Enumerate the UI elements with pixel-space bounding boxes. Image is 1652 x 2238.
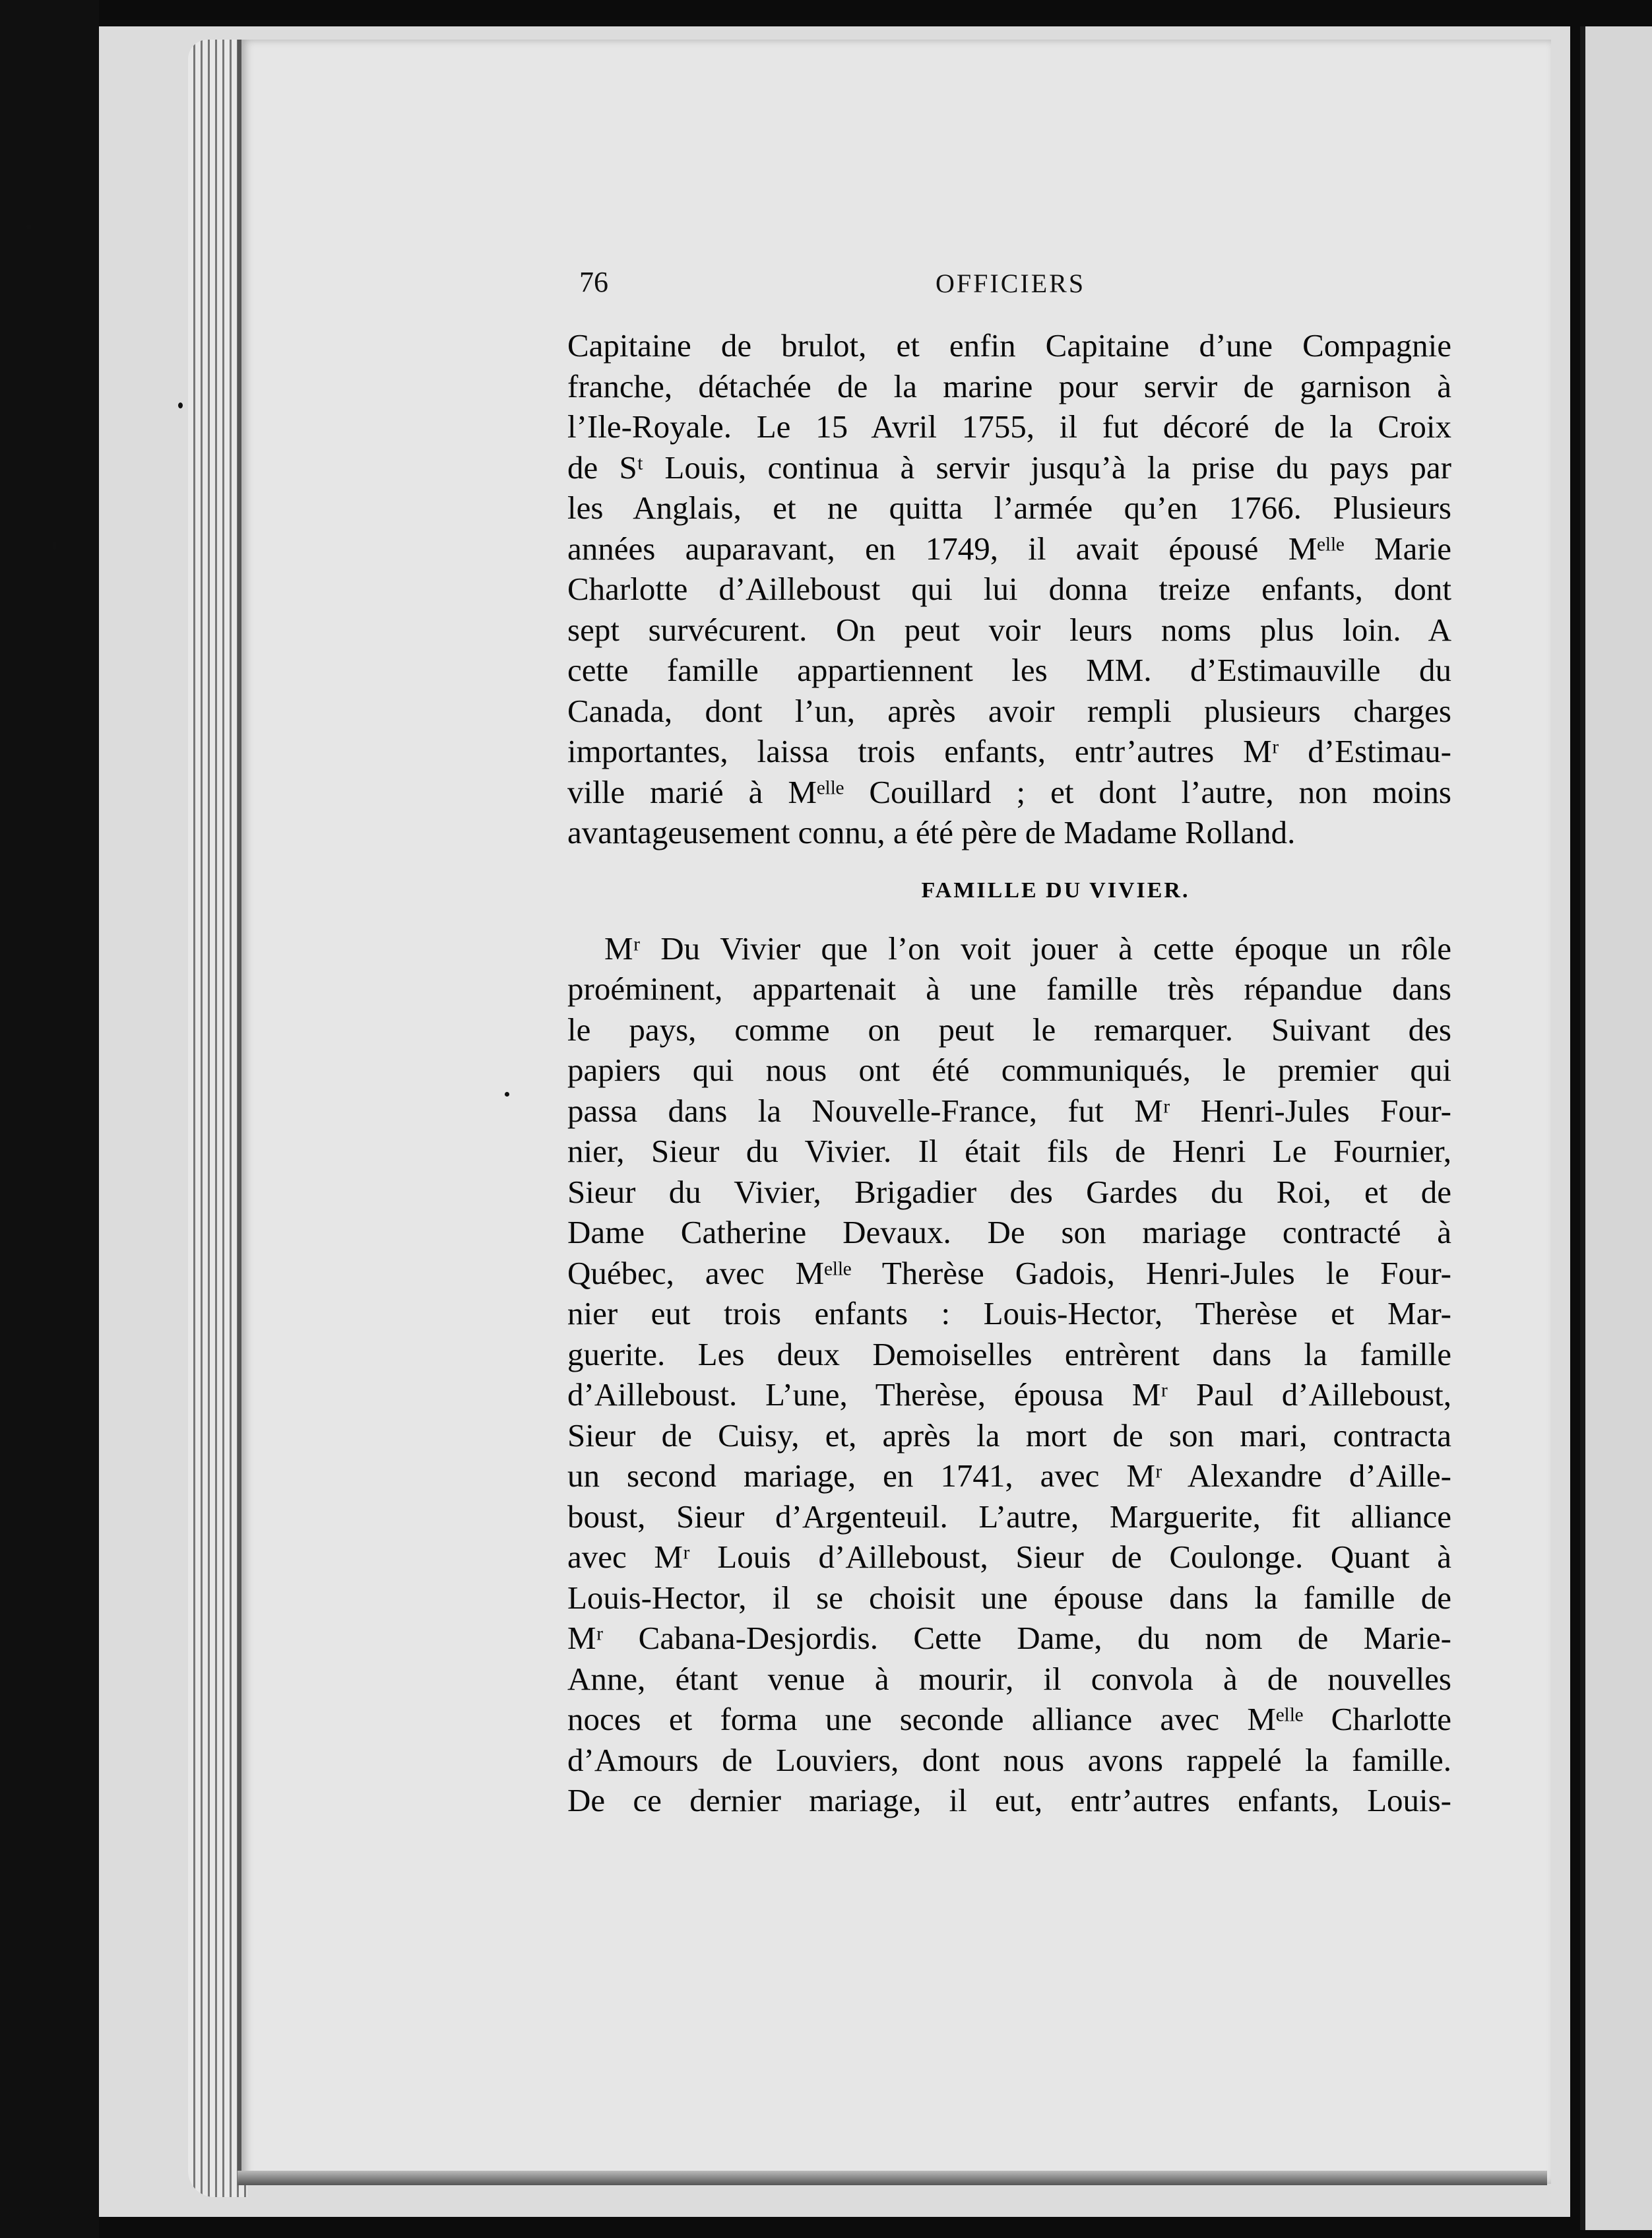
text-line: Capitaine de brulot, et enfin Capitaine d’une Compagnie — [567, 327, 1451, 364]
page-bottom-shadow — [238, 2171, 1547, 2185]
body-text — [567, 325, 1451, 1821]
scan-backdrop — [0, 0, 99, 2238]
text-line: de Sᵗ Louis, continua à servir jusqu’à la prise du pays par — [567, 449, 1451, 486]
running-head — [579, 265, 1463, 311]
text-line: d’Amours de Louviers, dont nous avons rappelé la famille. — [567, 1741, 1451, 1778]
page-number: 76 — [579, 266, 608, 298]
running-title: OFFICIERS — [936, 269, 1086, 298]
text-line: nier eut trois enfants : Louis-Hector, Therèse et Mar- — [567, 1295, 1451, 1331]
scan-speck — [505, 1092, 509, 1097]
text-line: ville marié à Mᵉˡˡᵉ Couillard ; et dont l’autre, non moins — [567, 773, 1451, 810]
text-line: le pays, comme on peut le remarquer. Suivant des — [567, 1011, 1451, 1048]
text-line: avantageusement connu, a été père de Madame Rolland. — [567, 814, 1296, 850]
text-line: Mʳ Du Vivier que l’on voit jouer à cette époque un rôle — [604, 930, 1451, 967]
text-line: un second mariage, en 1741, avec Mʳ Alexandre d’Aille- — [567, 1457, 1451, 1494]
text-line: De ce dernier mariage, il eut, entr’autres enfants, Louis- — [567, 1782, 1451, 1818]
text-line: Dame Catherine Devaux. De son mariage contracté à — [567, 1214, 1451, 1250]
text-line: Canada, dont l’un, après avoir rempli plusieurs charges — [567, 692, 1451, 729]
scan-speck — [178, 402, 183, 408]
text-line: franche, détachée de la marine pour servir de garnison à — [567, 368, 1451, 404]
text-line: Charlotte d’Ailleboust qui lui donna treize enfants, dont — [567, 571, 1451, 607]
text-line: l’Ile-Royale. Le 15 Avril 1755, il fut décoré de la Croix — [567, 408, 1451, 445]
text-line: Sieur du Vivier, Brigadier des Gardes du Roi, et de — [567, 1173, 1451, 1210]
text-line: Sieur de Cuisy, et, après la mort de son mari, contracta — [567, 1417, 1451, 1454]
paragraph-continuation — [567, 325, 1451, 853]
text-line: années auparavant, en 1749, il avait épousé Mᵉˡˡᵉ Marie — [567, 530, 1451, 567]
text-line: passa dans la Nouvelle-France, fut Mʳ Henri-Jules Four- — [567, 1092, 1451, 1129]
scan-speck — [26, 224, 32, 230]
facing-page-strip — [1580, 26, 1652, 2230]
text-line: proéminent, appartenait à une famille très répandue dans — [567, 971, 1451, 1007]
text-line: boust, Sieur d’Argenteuil. L’autre, Marguerite, fit alliance — [567, 1498, 1451, 1535]
text-line: nier, Sieur du Vivier. Il était fils de Henri Le Fournier, — [567, 1133, 1451, 1169]
text-line: sept survécurent. On peut voir leurs noms plus loin. A — [567, 611, 1451, 648]
section-heading: FAMILLE DU VIVIER. — [921, 878, 1190, 903]
text-line: Mʳ Cabana-Desjordis. Cette Dame, du nom de Marie- — [567, 1620, 1451, 1656]
text-line: importantes, laissa trois enfants, entr’autres Mʳ d’Estimau- — [567, 733, 1451, 769]
text-line: Louis-Hector, il se choisit une épouse dans la famille de — [567, 1579, 1451, 1616]
text-line: guerite. Les deux Demoiselles entrèrent dans la famille — [567, 1335, 1451, 1372]
text-line: noces et forma une seconde alliance avec Mᵉˡˡᵉ Charlotte — [567, 1701, 1451, 1737]
scan-speck — [53, 541, 57, 550]
paragraph-du-vivier — [567, 928, 1451, 1821]
text-line: papiers qui nous ont été communiqués, le premier qui — [567, 1052, 1451, 1088]
text-line: avec Mʳ Louis d’Ailleboust, Sieur de Coulonge. Quant à — [567, 1539, 1451, 1575]
text-line: cette famille appartiennent les MM. d’Estimauville du — [567, 652, 1451, 688]
text-line: d’Ailleboust. L’une, Therèse, épousa Mʳ Paul d’Ailleboust, — [567, 1376, 1451, 1413]
text-line: les Anglais, et ne quitta l’armée qu’en 1766. Plusieurs — [567, 490, 1451, 526]
text-line: Québec, avec Mᵉˡˡᵉ Therèse Gadois, Henri-Jules le Four- — [567, 1254, 1451, 1291]
text-line: Anne, étant venue à mourir, il convola à de nouvelles — [567, 1660, 1451, 1697]
